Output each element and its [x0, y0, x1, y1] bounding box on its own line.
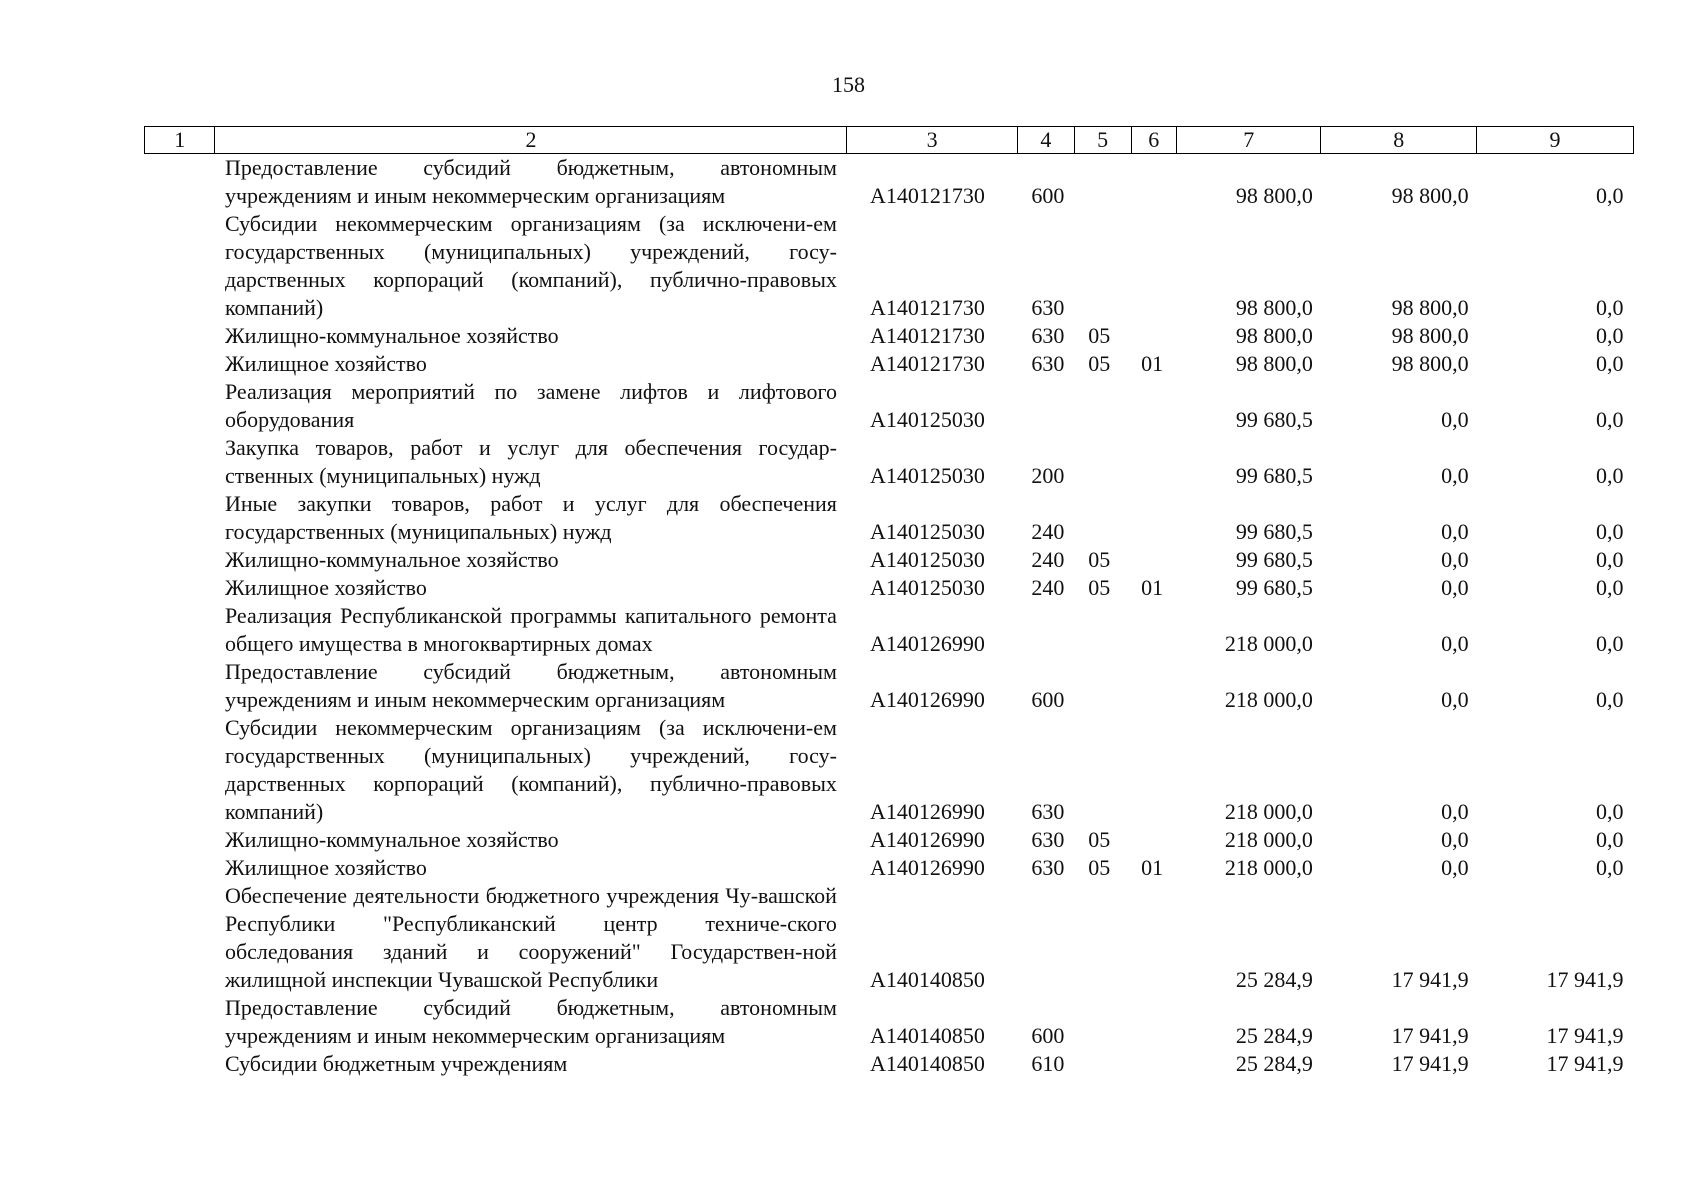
column-number-header [145, 127, 1634, 154]
amount-col7: 99 680,5 [1235, 519, 1313, 544]
amount-col9: 17 941,9 [1546, 967, 1624, 992]
amount-col7: 98 800,0 [1235, 323, 1313, 348]
item-name: Реализация Республиканской программы капитального ремонта общего имущества в многоквартирных домах [224, 603, 837, 656]
amount-col9: 0,0 [1596, 799, 1624, 824]
subsection-code [1131, 546, 1176, 574]
subsection-code: 01 [1141, 575, 1164, 600]
amount-col8: 98 800,0 [1391, 295, 1469, 320]
subsection-code [1131, 490, 1176, 546]
item-name: Иные закупки товаров, работ и услуг для обеспечения государственных (муниципальных) нужд [224, 491, 837, 544]
item-name: Предоставление субсидий бюджетным, автономным учреждениям и иным некоммерческим организациям [224, 155, 837, 208]
table-row [145, 434, 1634, 490]
subsection-code [1131, 1050, 1176, 1078]
amount-col9: 17 941,9 [1546, 1051, 1624, 1076]
amount-col9: 0,0 [1596, 351, 1624, 376]
section-code [1074, 154, 1131, 211]
amount-col9: 0,0 [1596, 323, 1624, 348]
expense-type-code: 630 [1031, 827, 1065, 852]
target-article-code: А140126990 [869, 631, 985, 656]
item-name: Жилищно-коммунальное хозяйство [224, 323, 559, 348]
table-row [145, 378, 1634, 434]
table-row [145, 826, 1634, 854]
item-name: Жилищно-коммунальное хозяйство [224, 547, 559, 572]
amount-col7: 218 000,0 [1224, 799, 1313, 824]
target-article-code: А140126990 [869, 827, 985, 852]
table-row [145, 154, 1634, 211]
amount-col7: 218 000,0 [1224, 687, 1313, 712]
header-cell: 6 [1131, 127, 1176, 154]
expense-type-code: 240 [1031, 519, 1065, 544]
empty-cell [145, 658, 215, 714]
amount-col8: 98 800,0 [1391, 351, 1469, 376]
item-name: Субсидии некоммерческим организациям (за исключени-ем государственных (муниципальных) учреждений, госу-дарственных корпораций (компаний), публично-правовых компаний) [224, 715, 837, 824]
target-article-code: А140125030 [869, 519, 985, 544]
amount-col7: 218 000,0 [1224, 631, 1313, 656]
section-code [1074, 490, 1131, 546]
amount-col8: 0,0 [1441, 407, 1469, 432]
target-article-code: А140125030 [869, 547, 985, 572]
target-article-code: А140140850 [869, 967, 985, 992]
target-article-code: А140126990 [869, 799, 985, 824]
expense-type-code: 630 [1031, 323, 1065, 348]
section-code: 05 [1088, 575, 1111, 600]
target-article-code: А140125030 [869, 463, 985, 488]
item-name: Жилищное хозяйство [224, 351, 427, 376]
header-cell: 9 [1477, 127, 1634, 154]
amount-col8: 0,0 [1441, 631, 1469, 656]
expense-type-code: 630 [1031, 295, 1065, 320]
target-article-code: А140121730 [869, 183, 985, 208]
section-code [1074, 378, 1131, 434]
amount-col7: 98 800,0 [1235, 183, 1313, 208]
table-row [145, 1050, 1634, 1078]
amount-col8: 0,0 [1441, 463, 1469, 488]
section-code [1074, 714, 1131, 826]
expense-type-code: 240 [1031, 575, 1065, 600]
target-article-code: А140121730 [869, 295, 985, 320]
amount-col7: 25 284,9 [1235, 1051, 1313, 1076]
target-article-code: А140140850 [869, 1023, 985, 1048]
amount-col7: 98 800,0 [1235, 295, 1313, 320]
table-row [145, 854, 1634, 882]
amount-col7: 25 284,9 [1235, 1023, 1313, 1048]
amount-col8: 0,0 [1441, 519, 1469, 544]
header-cell: 2 [215, 127, 847, 154]
target-article-code: А140126990 [869, 855, 985, 880]
target-article-code: А140140850 [869, 1051, 985, 1076]
item-name: Обеспечение деятельности бюджетного учреждения Чу-вашской Республики "Республиканский центр техниче-ского обследования зданий и сооружений" Государствен-ной жилищной инспекции Чувашской Республики [224, 883, 837, 992]
expense-type-code [1017, 602, 1074, 658]
empty-cell [145, 574, 215, 602]
empty-cell [145, 210, 215, 322]
empty-cell [145, 154, 215, 211]
table-row [145, 714, 1634, 826]
subsection-code [1131, 210, 1176, 322]
page-number: 158 [832, 72, 865, 97]
amount-col8: 17 941,9 [1391, 967, 1469, 992]
empty-cell [145, 854, 215, 882]
expense-type-code: 240 [1031, 547, 1065, 572]
header-cell: 7 [1177, 127, 1321, 154]
empty-cell [145, 826, 215, 854]
target-article-code: А140121730 [869, 323, 985, 348]
amount-col8: 98 800,0 [1391, 323, 1469, 348]
amount-col9: 0,0 [1596, 855, 1624, 880]
amount-col9: 0,0 [1596, 827, 1624, 852]
expense-type-code: 630 [1031, 799, 1065, 824]
amount-col8: 0,0 [1441, 799, 1469, 824]
section-code: 05 [1088, 855, 1111, 880]
budget-table [144, 126, 1634, 1078]
amount-col8: 17 941,9 [1391, 1023, 1469, 1048]
subsection-code [1131, 826, 1176, 854]
section-code [1074, 994, 1131, 1050]
subsection-code [1131, 602, 1176, 658]
table-row [145, 574, 1634, 602]
expense-type-code: 610 [1031, 1051, 1065, 1076]
section-code: 05 [1088, 351, 1111, 376]
item-name: Закупка товаров, работ и услуг для обеспечения государ-ственных (муниципальных) нужд [224, 435, 837, 488]
table-row [145, 994, 1634, 1050]
subsection-code [1131, 434, 1176, 490]
item-name: Субсидии некоммерческим организациям (за исключени-ем государственных (муниципальных) учреждений, госу-дарственных корпораций (компаний), публично-правовых компаний) [224, 211, 837, 320]
subsection-code [1131, 378, 1176, 434]
amount-col9: 0,0 [1596, 575, 1624, 600]
section-code [1074, 210, 1131, 322]
empty-cell [145, 714, 215, 826]
amount-col9: 0,0 [1596, 463, 1624, 488]
amount-col9: 0,0 [1596, 519, 1624, 544]
item-name: Субсидии бюджетным учреждениям [224, 1051, 568, 1076]
section-code [1074, 1050, 1131, 1078]
table-row [145, 882, 1634, 994]
table-row [145, 602, 1634, 658]
item-name: Предоставление субсидий бюджетным, автономным учреждениям и иным некоммерческим организациям [224, 659, 837, 712]
item-name: Реализация мероприятий по замене лифтов и лифтового оборудования [224, 379, 837, 432]
empty-cell [145, 882, 215, 994]
section-code: 05 [1088, 323, 1111, 348]
empty-cell [145, 1050, 215, 1078]
target-article-code: А140126990 [869, 687, 985, 712]
target-article-code: А140125030 [869, 575, 985, 600]
amount-col8: 0,0 [1441, 547, 1469, 572]
expense-type-code: 600 [1031, 687, 1065, 712]
subsection-code [1131, 994, 1176, 1050]
header-cell: 4 [1017, 127, 1074, 154]
empty-cell [145, 490, 215, 546]
item-name: Жилищно-коммунальное хозяйство [224, 827, 559, 852]
amount-col9: 0,0 [1596, 547, 1624, 572]
item-name: Жилищное хозяйство [224, 855, 427, 880]
amount-col7: 25 284,9 [1235, 967, 1313, 992]
amount-col8: 0,0 [1441, 855, 1469, 880]
expense-type-code: 600 [1031, 1023, 1065, 1048]
subsection-code [1131, 154, 1176, 211]
amount-col9: 17 941,9 [1546, 1023, 1624, 1048]
table-row [145, 322, 1634, 350]
expense-type-code: 630 [1031, 855, 1065, 880]
amount-col8: 98 800,0 [1391, 183, 1469, 208]
header-cell: 5 [1074, 127, 1131, 154]
section-code [1074, 602, 1131, 658]
amount-col8: 0,0 [1441, 827, 1469, 852]
item-name: Предоставление субсидий бюджетным, автономным учреждениям и иным некоммерческим организациям [224, 995, 837, 1048]
subsection-code: 01 [1141, 351, 1164, 376]
table-row [145, 658, 1634, 714]
amount-col9: 0,0 [1596, 687, 1624, 712]
section-code [1074, 658, 1131, 714]
item-name: Жилищное хозяйство [224, 575, 427, 600]
expense-type-code: 600 [1031, 183, 1065, 208]
amount-col9: 0,0 [1596, 183, 1624, 208]
amount-col7: 218 000,0 [1224, 827, 1313, 852]
amount-col7: 98 800,0 [1235, 351, 1313, 376]
table-row [145, 210, 1634, 322]
empty-cell [145, 602, 215, 658]
expense-type-code: 630 [1031, 351, 1065, 376]
table-row [145, 350, 1634, 378]
table-row [145, 490, 1634, 546]
amount-col9: 0,0 [1596, 631, 1624, 656]
section-code: 05 [1088, 547, 1111, 572]
empty-cell [145, 378, 215, 434]
expense-type-code [1017, 882, 1074, 994]
subsection-code [1131, 658, 1176, 714]
amount-col7: 99 680,5 [1235, 463, 1313, 488]
empty-cell [145, 322, 215, 350]
section-code: 05 [1088, 827, 1111, 852]
subsection-code: 01 [1141, 855, 1164, 880]
expense-type-code [1017, 378, 1074, 434]
expense-type-code: 200 [1031, 463, 1065, 488]
empty-cell [145, 434, 215, 490]
table-row [145, 546, 1634, 574]
subsection-code [1131, 322, 1176, 350]
target-article-code: А140125030 [869, 407, 985, 432]
amount-col8: 0,0 [1441, 575, 1469, 600]
subsection-code [1131, 714, 1176, 826]
subsection-code [1131, 882, 1176, 994]
amount-col9: 0,0 [1596, 295, 1624, 320]
header-cell: 1 [145, 127, 215, 154]
amount-col7: 99 680,5 [1235, 575, 1313, 600]
amount-col8: 17 941,9 [1391, 1051, 1469, 1076]
empty-cell [145, 994, 215, 1050]
section-code [1074, 882, 1131, 994]
empty-cell [145, 546, 215, 574]
amount-col8: 0,0 [1441, 687, 1469, 712]
empty-cell [145, 350, 215, 378]
amount-col7: 99 680,5 [1235, 407, 1313, 432]
header-cell: 8 [1321, 127, 1477, 154]
section-code [1074, 434, 1131, 490]
header-cell: 3 [847, 127, 1017, 154]
amount-col9: 0,0 [1596, 407, 1624, 432]
amount-col7: 218 000,0 [1224, 855, 1313, 880]
target-article-code: А140121730 [869, 351, 985, 376]
amount-col7: 99 680,5 [1235, 547, 1313, 572]
